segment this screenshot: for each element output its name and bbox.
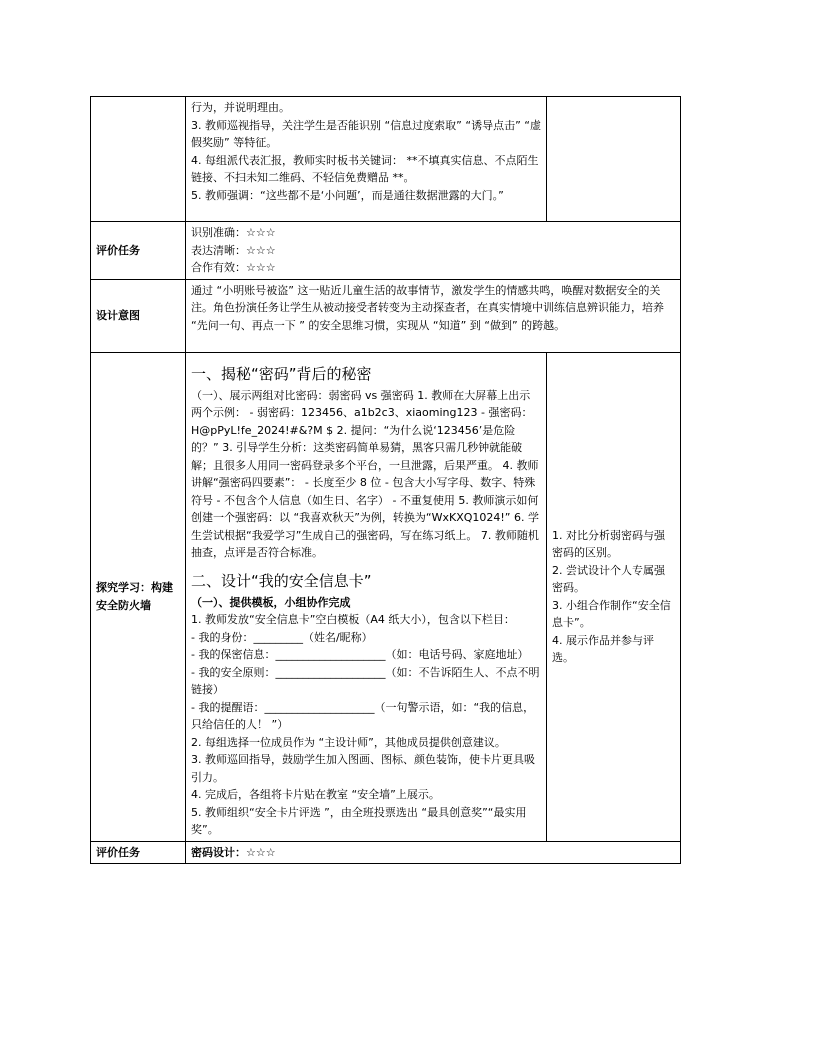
explore-content-cell — [186, 352, 547, 841]
content-line: 3. 教师巡视指导，关注学生是否能识别 “信息过度索取” “诱导点击” “虚假奖励” 等特征。 — [191, 118, 541, 149]
design-intent-cell — [186, 279, 681, 352]
evaluation-item: 表达清晰：☆☆☆ — [191, 243, 276, 257]
activity-content-cell — [186, 97, 547, 222]
evaluation-cell — [186, 222, 681, 280]
content-line: - 我的身份：_________（姓名/昵称） — [191, 630, 373, 644]
table-row-continuation — [91, 97, 681, 222]
evaluation-item: 识别准确：☆☆☆ — [191, 226, 276, 239]
row-label: 评价任务 — [91, 222, 186, 280]
content-line: 5. 教师强调：“这些都不是‘小问题’，而是通往数据泄露的大门。” — [191, 188, 504, 202]
content-line: 2. 每组选择一位成员作为 “主设计师”，其他成员提供创意建议。 — [191, 735, 506, 749]
student-activity-item: 4. 展示作品并参与评选。 — [552, 633, 654, 664]
table-row-design-intent — [91, 279, 681, 352]
table-row-evaluation-2 — [91, 841, 681, 864]
section-subtitle: （一）、提供模板，小组协作完成 — [191, 595, 351, 609]
section-text: （一）、展示两组对比密码：弱密码 vs 强密码 1. 教师在大屏幕上出示两个示例： - 弱密码：123456、a1b2c3、xiaoming123 - 强密码：H@pPyL!fe_2024!#&?M $ 2. 提问：“为什么说‘123456’是危险的？” 3. 引导学生分析：这类密码简单易猜，黑客只需几秒钟就能破解；且很多人用同一密码登录多个平台，一旦泄露，后果严重。 4. 教师讲解“强密码四要素”： - 长度至少 8 位 - 包含大小写字母、数字、特殊符号 - 不包含个人信息（如生日、名字） - 不重复使用 5. 教师演示如何创建一个强密码：以 “我喜欢秋天”为例，转换为“WxKXQ1024!” 6. 学生尝试根据“我爱学习”生成自己的强密码，写在练习纸上。 7. 教师随机抽查，点评是否符合标准。 — [191, 388, 539, 559]
table-row-explore — [91, 352, 681, 841]
evaluation-cell — [186, 841, 681, 864]
design-intent-text: 通过 “小明账号被盗” 这一贴近儿童生活的故事情节，激发学生的情感共鸣，唤醒对数据安全的关注。角色扮演任务让学生从被动接受者转变为主动探查者，在真实情境中训练信息辨识能力，培养 “先问一句、再点一下 ” 的安全思维习惯，实现从 “知道” 到 “做到” 的跨越。 — [191, 283, 668, 332]
evaluation-item: 合作有效：☆☆☆ — [191, 261, 276, 274]
content-line: 5. 教师组织“安全卡片评选 ”，由全班投票选出 “最具创意奖”“最实用奖”。 — [191, 805, 527, 836]
student-activity-cell — [547, 352, 681, 841]
evaluation-item: 密码设计：☆☆☆ — [191, 845, 276, 859]
empty-side-cell — [547, 97, 681, 222]
section-title: 一、揭秘“密码”背后的秘密 — [191, 364, 372, 383]
empty-label-cell — [91, 97, 186, 222]
section-title: 二、设计“我的安全信息卡” — [191, 571, 372, 590]
row-label: 探究学习：构建安全防火墙 — [91, 352, 186, 841]
table-row-evaluation — [91, 222, 681, 280]
content-line: 3. 教师巡回指导，鼓励学生加入图画、图标、颜色装饰，使卡片更具吸引力。 — [191, 753, 535, 784]
content-line: - 我的安全原则：____________________（如：不告诉陌生人、不点不明链接） — [191, 665, 540, 696]
row-label: 设计意图 — [91, 279, 186, 352]
lesson-plan-table — [90, 96, 681, 864]
content-line: 行为，并说明理由。 — [191, 101, 290, 114]
student-activity-item: 1. 对比分析弱密码与强密码的区别。 — [552, 528, 665, 559]
content-line: - 我的保密信息：____________________（如：电话号码、家庭地址） — [191, 648, 529, 661]
content-line: 4. 完成后，各组将卡片贴在教室 “安全墙”上展示。 — [191, 788, 440, 801]
student-activity-item: 2. 尝试设计个人专属强密码。 — [552, 563, 665, 594]
content-line: - 我的提醒语：____________________（一句警示语，如：“我的信息，只给信任的人！ ”） — [191, 700, 535, 731]
row-label: 评价任务 — [91, 841, 186, 864]
content-line: 1. 教师发放“安全信息卡”空白模板（A4 纸大小），包含以下栏目： — [191, 613, 515, 626]
student-activity-item: 3. 小组合作制作“安全信息卡”。 — [552, 598, 671, 629]
content-line: 4. 每组派代表汇报，教师实时板书关键词： **不填真实信息、不点陌生链接、不扫未知二维码、不轻信免费赠品 **。 — [191, 153, 539, 184]
